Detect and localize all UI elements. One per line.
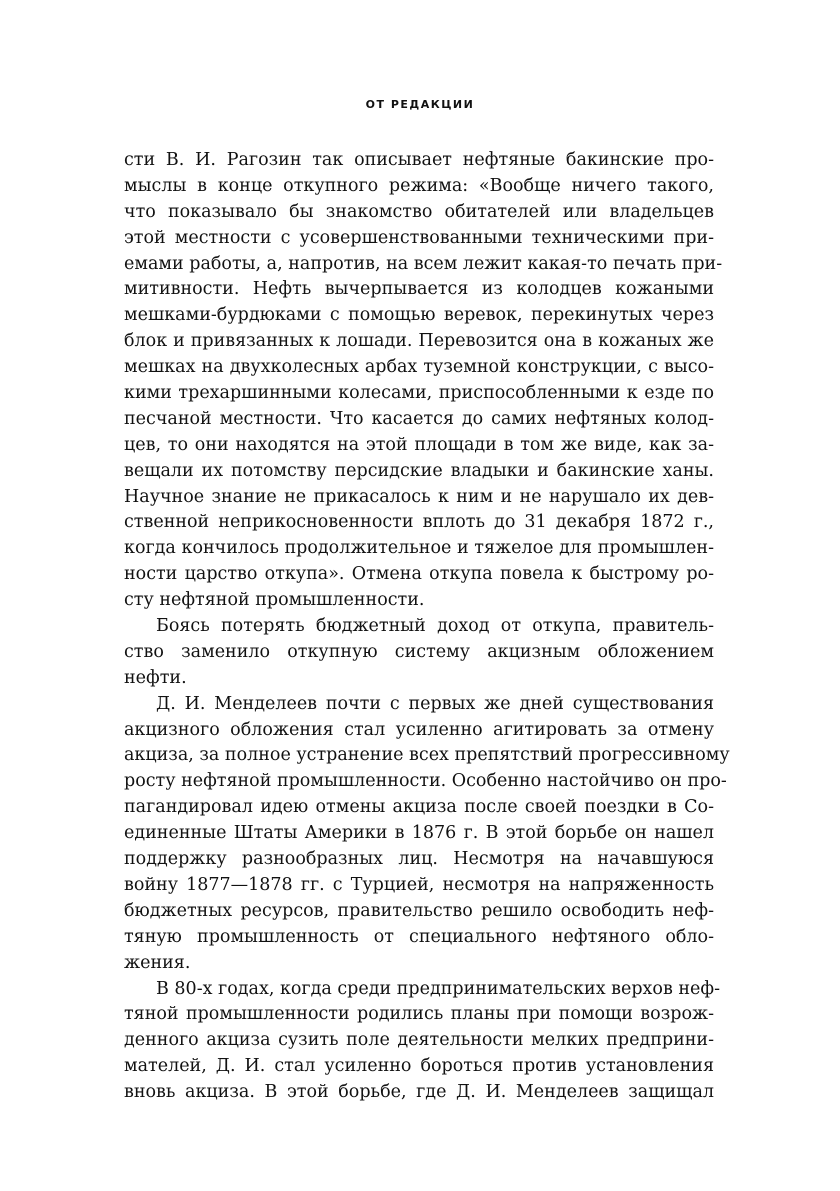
text-line: ности царство откупа». Отмена откупа повела к быстрому ро-	[124, 564, 714, 585]
text-line: Боясь потерять бюджетный доход от откупа, правитель-	[156, 616, 714, 637]
text-line: мешках на двухколесных арбах туземной конструкции, с высо-	[124, 357, 714, 378]
paragraph-2	[124, 614, 714, 692]
text-line: митивности. Нефть вычерпывается из колодцев кожаными	[124, 279, 714, 300]
text-line: ство заменило откупную систему акцизным обложением	[124, 641, 714, 662]
text-line: пагандировал идею отмены акциза после своей поездки в Со-	[124, 797, 714, 818]
text-line: вещали их потомству персидские владыки и бакинские ханы.	[124, 460, 714, 481]
text-line: акциза, за полное устранение всех препятствий прогрессивному	[124, 745, 730, 766]
text-line: жения.	[124, 952, 191, 973]
text-line: емами работы, а, напротив, на всем лежит какая-то печать при-	[124, 253, 723, 274]
text-line: сти В. И. Рагозин так описывает нефтяные бакинские про-	[124, 150, 714, 170]
text-line: цев, то они находятся на этой площади в том же виде, как за-	[124, 434, 714, 455]
text-line: Научное знание не прикасалось к ним и не нарушало их дев-	[124, 486, 714, 507]
text-line: этой местности с усовершенствованными техническими при-	[124, 227, 714, 248]
text-line: бюджетных ресурсов, правительство решило освободить неф-	[124, 900, 714, 921]
paragraph-3	[124, 692, 730, 977]
text-line: единенные Штаты Америки в 1876 г. В этой борьбе он нашел	[124, 823, 714, 844]
text-line: тяной промышленности родились планы при помощи возрож-	[124, 1004, 714, 1025]
text-line: нефти.	[124, 667, 187, 688]
text-line: В 80-х годах, когда среди предпринимательских верхов неф-	[156, 978, 720, 999]
text-line: тяную промышленность от специального нефтяного обло-	[124, 926, 714, 947]
text-line: мешками-бурдюками с помощью веревок, перекинутых через	[124, 305, 714, 326]
text-line: денного акциза сузить поле деятельности мелких предприни-	[124, 1030, 714, 1051]
text-line: блок и привязанных к лошади. Перевозится она в кожаных же	[124, 331, 714, 352]
body-text	[124, 148, 730, 1106]
text-line: мателей, Д. И. стал усиленно бороться против установления	[124, 1056, 714, 1077]
paragraph-4	[124, 977, 720, 1106]
text-line: когда кончилось продолжительное и тяжелое для промышлен-	[124, 538, 714, 559]
text-line: ственной неприкосновенности вплоть до 31 декабря 1872 г.,	[124, 512, 714, 533]
paragraph-1	[124, 148, 723, 614]
text-line: вновь акциза. В этой борьбе, где Д. И. Менделеев защищал	[124, 1082, 714, 1103]
running-head: ОТ РЕДАКЦИИ	[365, 98, 475, 111]
text-line: поддержку разнообразных лиц. Несмотря на начавшуюся	[124, 849, 714, 870]
text-line: росту нефтяной промышленности. Особенно настойчиво он про-	[124, 771, 727, 792]
text-line: что показывало бы знакомство обитателей или владельцев	[124, 201, 714, 222]
text-line: войну 1877—1878 гг. с Турцией, несмотря на напряженность	[124, 874, 714, 895]
text-line: сту нефтяной промышленности.	[124, 590, 425, 611]
text-line: песчаной местности. Что касается до самих нефтяных колод-	[124, 408, 714, 429]
text-line: акцизного обложения стал усиленно агитировать за отмену	[124, 719, 714, 740]
text-line: Д. И. Менделеев почти с первых же дней существования	[156, 693, 714, 714]
text-line: мыслы в конце откупного режима: «Вообще ничего такого,	[124, 175, 714, 196]
text-line: кими трехаршинными колесами, приспособленными к езде по	[124, 383, 714, 404]
